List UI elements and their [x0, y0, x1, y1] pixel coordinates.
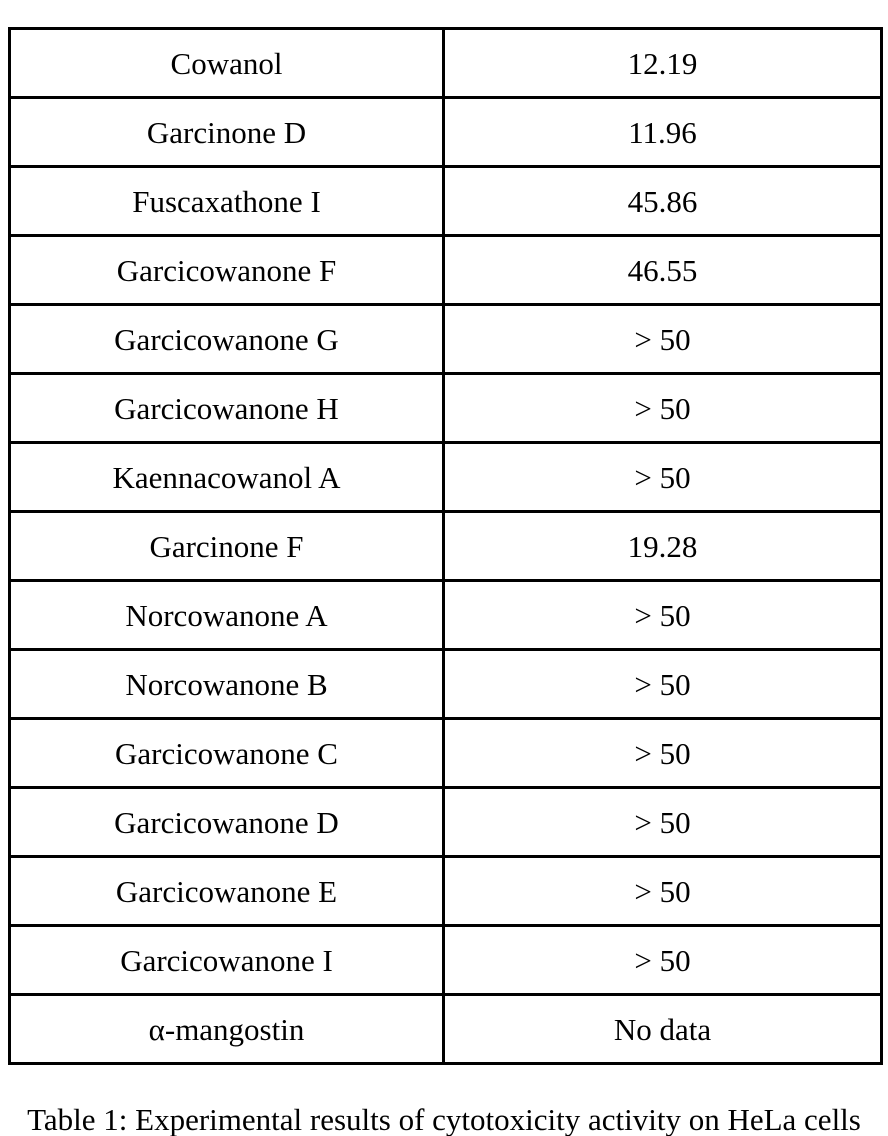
table-row [10, 29, 882, 98]
compound-cell: Garcinone D [10, 98, 444, 167]
table-row [10, 98, 882, 167]
table-row [10, 581, 882, 650]
compound-cell: Garcicowanone G [10, 305, 444, 374]
compound-cell: Kaennacowanol A [10, 443, 444, 512]
compound-cell: Norcowanone B [10, 650, 444, 719]
value-cell: > 50 [444, 650, 882, 719]
value-cell: > 50 [444, 857, 882, 926]
value-cell: > 50 [444, 443, 882, 512]
compound-cell: Garcicowanone E [10, 857, 444, 926]
table-row [10, 512, 882, 581]
table-row [10, 650, 882, 719]
table-row [10, 995, 882, 1064]
compound-cell: Garcicowanone D [10, 788, 444, 857]
value-cell: 12.19 [444, 29, 882, 98]
compound-cell: Cowanol [10, 29, 444, 98]
value-cell: 11.96 [444, 98, 882, 167]
value-cell: > 50 [444, 788, 882, 857]
compound-cell: Garcicowanone I [10, 926, 444, 995]
table-row [10, 926, 882, 995]
compound-cell: α-mangostin [10, 995, 444, 1064]
table-row [10, 857, 882, 926]
compound-cell: Garcicowanone H [10, 374, 444, 443]
table-row [10, 305, 882, 374]
table-row [10, 788, 882, 857]
value-cell: > 50 [444, 581, 882, 650]
compound-cell: Garcinone F [10, 512, 444, 581]
table-row [10, 236, 882, 305]
table-caption: Table 1: Experimental results of cytotoxicity activity on HeLa cells [27, 1102, 861, 1136]
value-cell: > 50 [444, 374, 882, 443]
cytotoxicity-table [8, 27, 883, 1065]
value-cell: > 50 [444, 305, 882, 374]
table-row [10, 719, 882, 788]
table-row [10, 374, 882, 443]
value-cell: > 50 [444, 719, 882, 788]
table-row [10, 443, 882, 512]
value-cell: > 50 [444, 926, 882, 995]
compound-cell: Fuscaxathone I [10, 167, 444, 236]
compound-cell: Garcicowanone C [10, 719, 444, 788]
value-cell: 19.28 [444, 512, 882, 581]
compound-cell: Garcicowanone F [10, 236, 444, 305]
value-cell: No data [444, 995, 882, 1064]
value-cell: 46.55 [444, 236, 882, 305]
table-row [10, 167, 882, 236]
value-cell: 45.86 [444, 167, 882, 236]
compound-cell: Norcowanone A [10, 581, 444, 650]
